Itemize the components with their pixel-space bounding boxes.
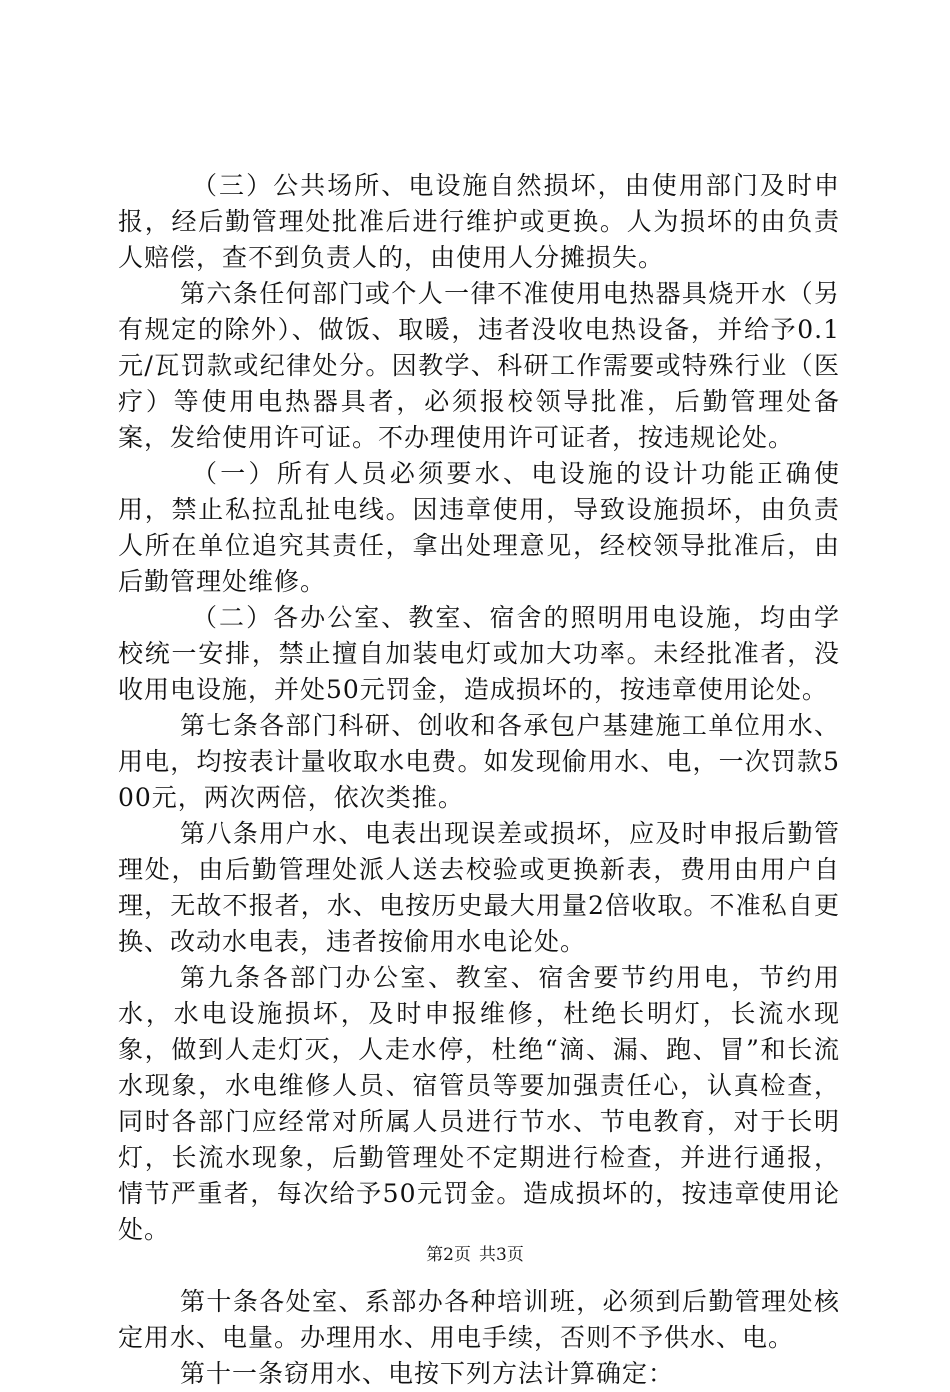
- document-body: [118, 168, 840, 1392]
- page-footer: [0, 1244, 950, 1266]
- paragraph-article-8: 第八条用户水、电表出现误差或损坏，应及时申报后勤管理处，由后勤管理处派人送去校验或更换新表，费用由用户自理，无故不报者，水、电按历史最大用量2倍收取。不准私自更换、改动水电表，违者按偷用水电论处。: [118, 819, 840, 956]
- paragraph-clause-3-public-facilities: （三）公共场所、电设施自然损坏，由使用部门及时申报，经后勤管理处批准后进行维护或更换。人为损坏的由负责人赔偿，查不到负责人的，由使用人分摊损失。: [118, 171, 840, 272]
- page-total: 共3页: [479, 1245, 524, 1265]
- page-number: 第2页: [426, 1245, 471, 1265]
- paragraph-article-11: 第十一条窃用水、电按下列方法计算确定：: [180, 1359, 675, 1388]
- paragraph-article-10: 第十条各处室、系部办各种培训班，必须到后勤管理处核定用水、电量。办理用水、用电手续，否则不予供水、电。: [118, 1287, 840, 1352]
- paragraph-clause-2-lighting: （二）各办公室、教室、宿舍的照明用电设施，均由学校统一安排，禁止擅自加装电灯或加大功率。未经批准者，没收用电设施，并处50元罚金，造成损坏的，按违章使用论处。: [118, 603, 840, 704]
- paragraph-article-6: 第六条任何部门或个人一律不准使用电热器具烧开水（另有规定的除外）、做饭、取暖，违者没收电热设备，并给予0.1元/瓦罚款或纪律处分。因教学、科研工作需要或特殊行业（医疗）等使用电热器具者，必须报校领导批准，后勤管理处备案，发给使用许可证。不办理使用许可证者，按违规论处。: [118, 279, 840, 452]
- paragraph-article-7: 第七条各部门科研、创收和各承包户基建施工单位用水、用电，均按表计量收取水电费。如发现偷用水、电，一次罚款500元，两次两倍，依次类推。: [118, 711, 840, 812]
- paragraph-article-9: 第九条各部门办公室、教室、宿舍要节约用电，节约用水，水电设施损坏，及时申报维修，杜绝长明灯，长流水现象，做到人走灯灭，人走水停，杜绝“滴、漏、跑、冒”和长流水现象，水电维修人员、宿管员等要加强责任心，认真检查，同时各部门应经常对所属人员进行节水、节电教育，对于长明灯，长流水现象，后勤管理处不定期进行检查，并进行通报，情节严重者，每次给予50元罚金。造成损坏的，按违章使用论处。: [118, 963, 840, 1244]
- paragraph-clause-1-proper-use: （一）所有人员必须要水、电设施的设计功能正确使用，禁止私拉乱扯电线。因违章使用，导致设施损坏，由负责人所在单位追究其责任，拿出处理意见，经校领导批准后，由后勤管理处维修。: [118, 459, 840, 596]
